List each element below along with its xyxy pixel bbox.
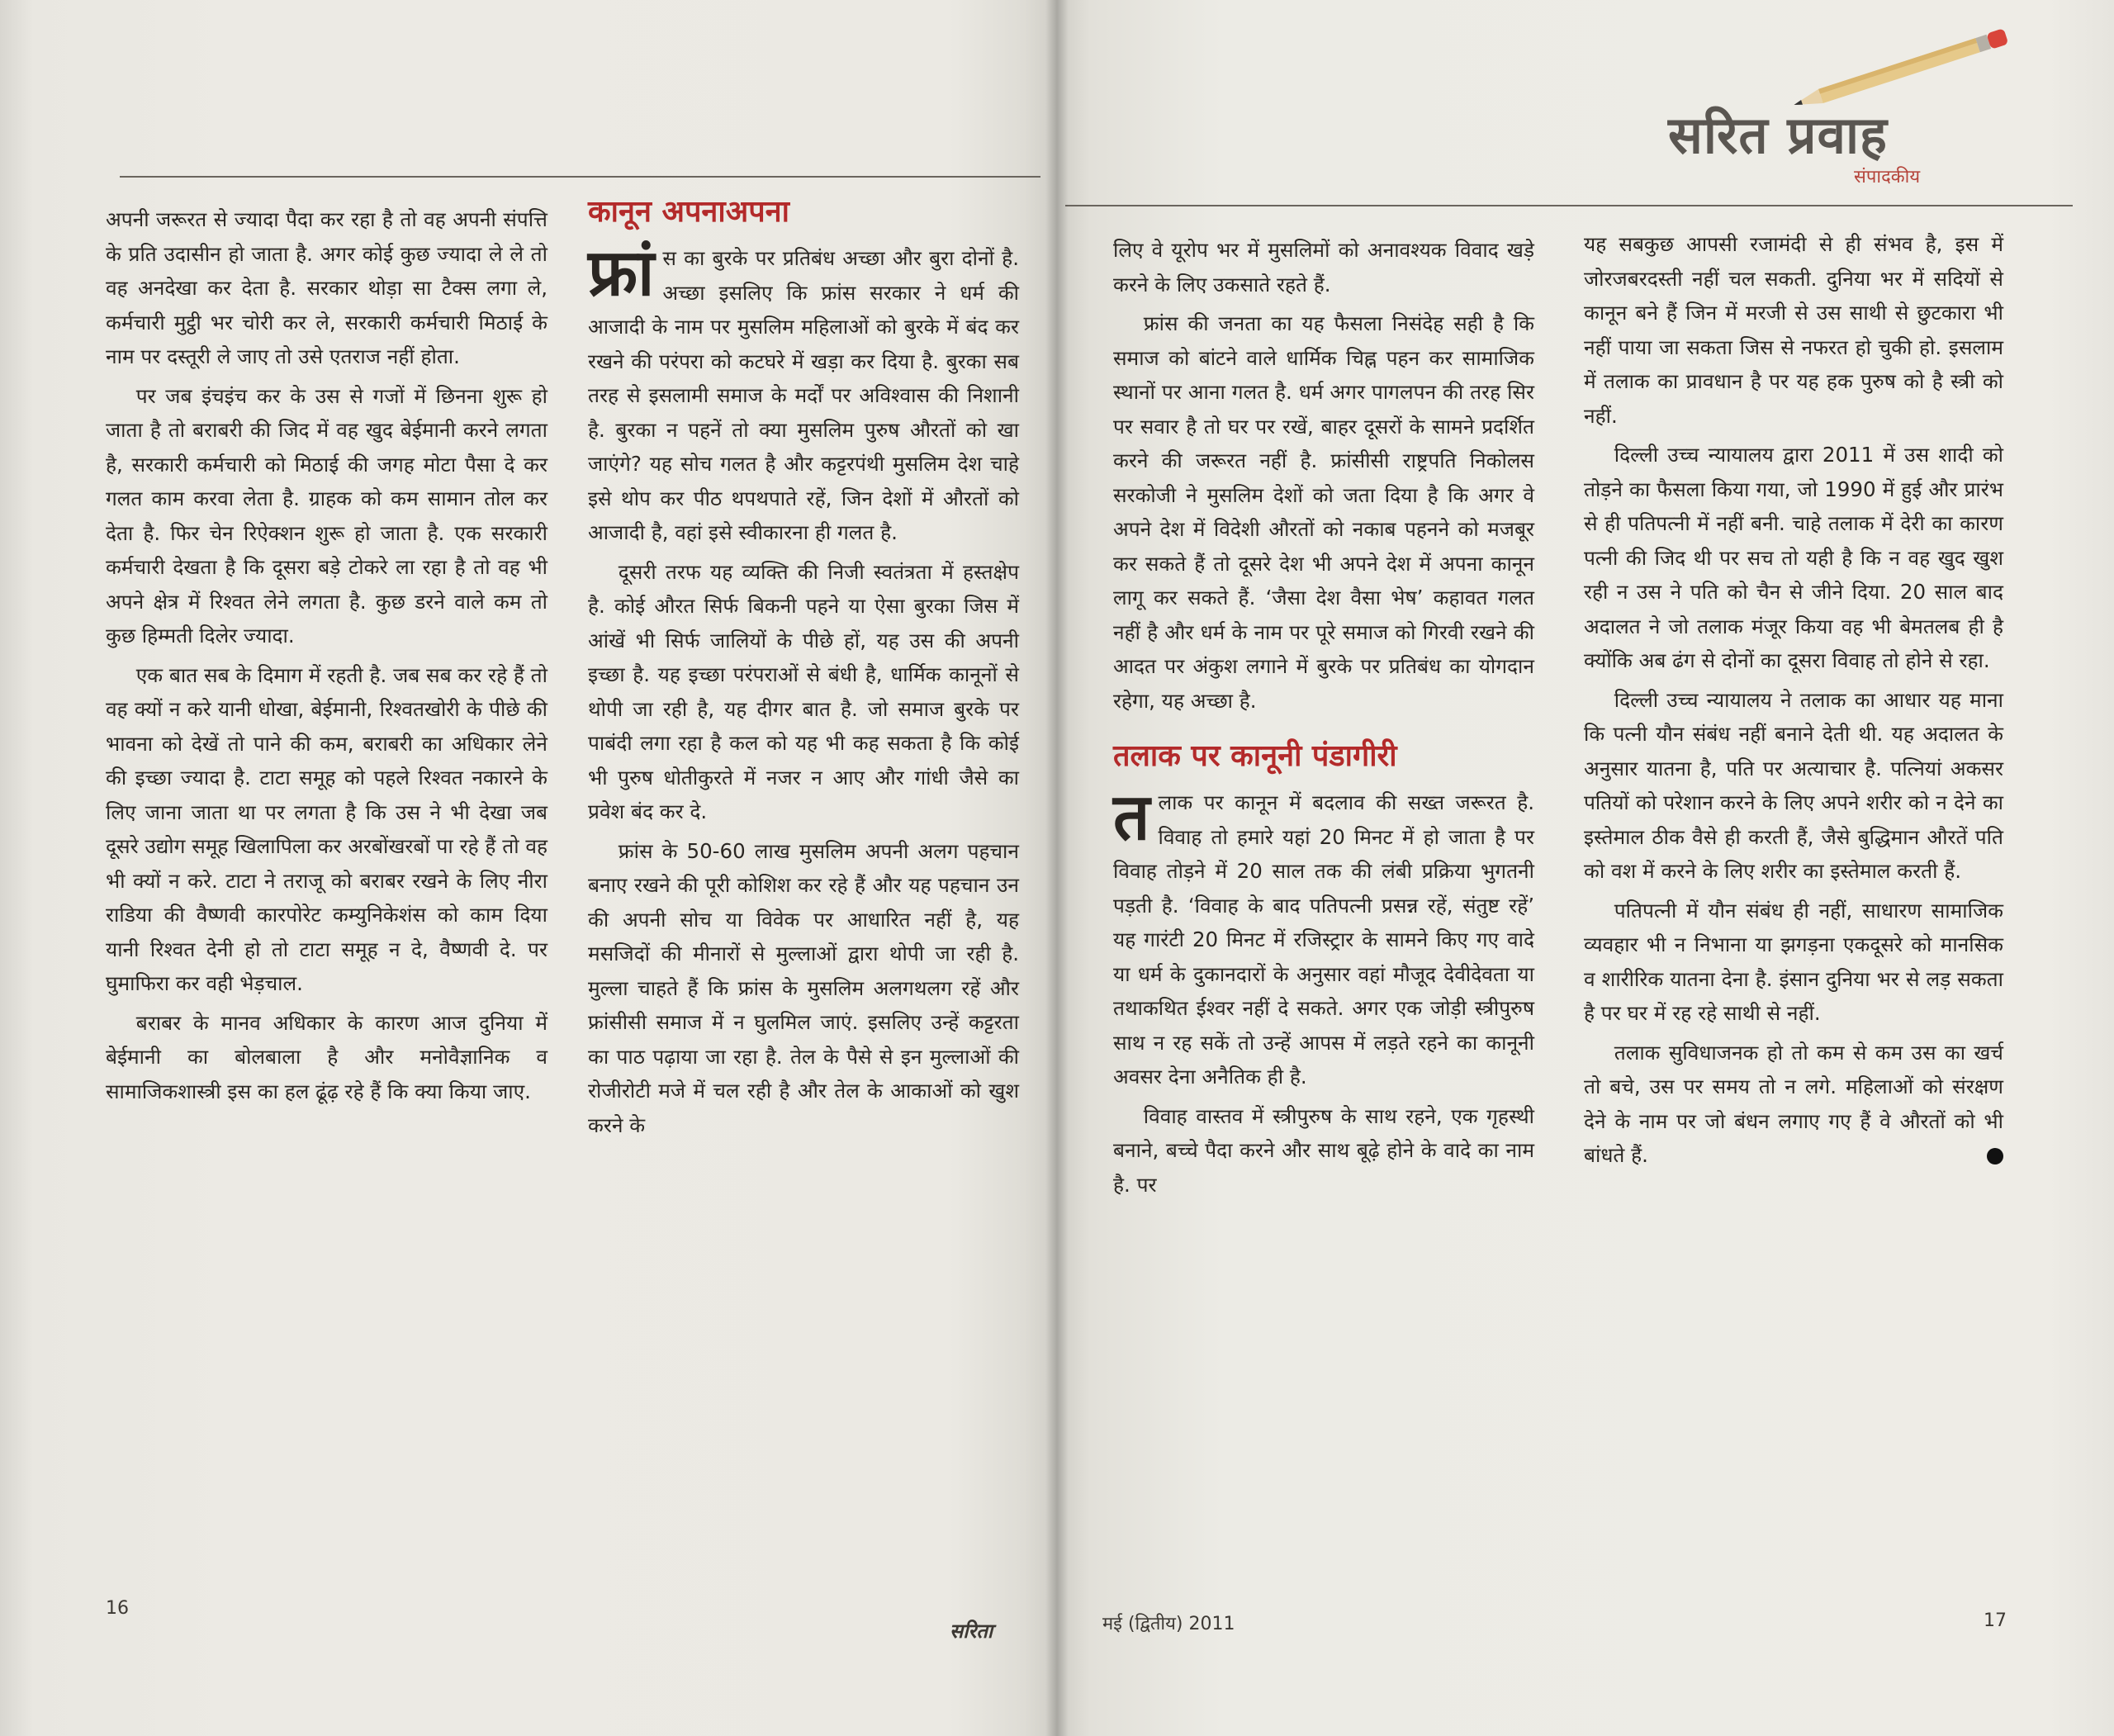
paragraph: बराबर के मानव अधिकार के कारण आज दुनिया में बेईमानी का बोलबाला है और मनोवैज्ञानिक व सामाजिकशास्त्री इस का हल ढूंढ़ रहे हैं कि क्या किया जाए.	[106, 1010, 547, 1103]
paragraph: पर जब इंचइंच कर के उस से गजों में छिनना शुरू हो जाता है तो बराबरी की जिद में वह खुद बेईमानी करने लगता है, सरकारी कर्मचारी को मिठाई की जगह मोटा पैसा दे कर गलत काम करवा लेता है. ग्राहक को कम सामान तोल कर देता है. फिर चेन रिऐक्शन शुरू हो जाता है. एक सरकारी कर्मचारी देखता है कि दूसरा बड़े टोकरे ला रहा है तो वह भी अपने क्षेत्र में रिश्वत लेने लगता है. कुछ डरने वाले कम तो कुछ हिम्मती दिलेर ज्यादा.	[106, 383, 547, 647]
paragraph: दिल्ली उच्च न्यायालय ने तलाक का आधार यह माना कि पत्नी यौन संबंध नहीं बनाने देती थी. यह अदालत के अनुसार यातना है, पति पर अत्याचार है. पत्नियां अकसर पतियों को परेशान करने के लिए अपने शरीर को न देने का इस्तेमाल ठीक वैसे ही करती हैं, जैसे बुद्धिमान औरतें पति को वश में करने के लिए शरीर का इस्तेमाल करती हैं.	[1584, 687, 2003, 883]
paragraph: एक बात सब के दिमाग में रहती है. जब सब कर रहे हैं तो वह क्यों न करे यानी धोखा, बेईमानी, रिश्वतखोरी के पीछे की भावना को देखें तो पाने की कम, बराबरी का अधिकार लेने की इच्छा ज्यादा है. टाटा समूह को पहले रिश्वत नकारने के लिए जाना जाता था पर लगता है कि उस ने भी देखा जब दूसरे उद्योग समूह खिलापिला कर अरबोंखरबों पा रहे हैं तो वह भी क्यों न करे. टाटा ने तराजू को बराबर रखने के लिए नीरा राडिया की वैष्णवी कारपोरेट कम्युनिकेशंस को काम दिया यानी रिश्वत देनी हो तो टाटा समूह न दे, वैष्णवी दे. पर घुमाफिरा कर वही भेड़चाल.	[106, 662, 547, 995]
footer-brand: सरिता	[950, 1619, 993, 1643]
column-1	[106, 202, 547, 1108]
page-number: 17	[1984, 1610, 2007, 1631]
column-4	[1584, 227, 2003, 1173]
paragraph: दिल्ली उच्च न्यायालय द्वारा 2011 में उस शादी को तोड़ने का फैसला किया गया, जो 1990 में हुई और प्रारंभ से ही पतिपत्नी में नहीं बनी. चाहे तलाक में देरी का कारण पत्नी की जिद थी पर सच तो यही है कि न वह खुद खुश रही न उस ने पति को चैन से जीने दिया. 20 साल बाद अदालत ने जो तलाक मंजूर किया वह भी बेमतलब ही है क्योंकि अब ढंग से दोनों का दूसरा विवाह तो होने से रहा.	[1584, 443, 2003, 672]
top-rule-left	[120, 176, 1040, 178]
footer-date: मई (द्वितीय) 2011	[1102, 1614, 1235, 1634]
top-rule-right	[1065, 205, 2073, 206]
paragraph-text: तलाक सुविधाजनक हो तो कम से कम उस का खर्च तो बचे, उस पर समय तो न लगे. महिलाओं को संरक्षण देने के नाम पर जो बंधन लगाए गए हैं वे औरतों को भी बांधते हैं.	[1584, 1040, 2003, 1167]
paragraph	[1584, 1036, 2003, 1173]
lead-paragraph	[1113, 780, 1534, 1094]
masthead-title: सरित प्रवाह	[1668, 105, 1888, 165]
drop-cap: फ्रां	[588, 236, 655, 311]
article-heading: कानून अपनाअपना	[588, 195, 789, 229]
masthead-subtitle: संपादकीय	[1854, 167, 1921, 187]
paragraph: अपनी जरूरत से ज्यादा पैदा कर रहा है तो वह अपनी संपत्ति के प्रति उदासीन हो जाता है. अगर कोई कुछ ज्यादा ले ले तो वह अनदेखा कर देता है. सरकार थोड़ा सा टैक्स लगा ले, कर्मचारी मुट्ठी भर चोरी कर ले, सरकारी कर्मचारी मिठाई के नाम पर दस्तूरी ले जाए तो उसे एतराज नहीं होता.	[106, 207, 547, 368]
page-number: 16	[106, 1598, 129, 1619]
article-heading: तलाक पर कानूनी पंडागीरी	[1113, 739, 1397, 773]
paragraph: फ्रांस की जनता का यह फैसला निसंदेह सही है कि समाज को बांटने वाले धार्मिक चिह्न पहन कर सामाजिक स्थानों पर आना गलत है. धर्म अगर पागलपन की तरह सिर पर सवार है तो घर पर रखें, बाहर दूसरों के सामने प्रदर्शित करने की जरूरत नहीं है. फ्रांसीसी राष्ट्रपति निकोलस सरकोजी ने मुसलिम देशों को जता दिया है कि अगर वे अपने देश में विदेशी औरतों को नकाब पहनने को मजबूर कर सकते हैं तो दूसरे देश भी अपने देश में अपना कानून लागू कर सकते हैं. ‘जैसा देश वैसा भेष’ कहावत गलत नहीं है और धर्म के नाम पर पूरे समाज को गिरवी रखने की आदत पर अंकुश लगाने में बुरके पर प्रतिबंध का योगदान रहेगा, यह अच्छा है.	[1113, 311, 1534, 713]
spine-shadow	[1045, 0, 1069, 1736]
paragraph: फ्रांस के 50-60 लाख मुसलिम अपनी अलग पहचान बनाए रखने की पूरी कोशिश कर रहे हैं और यह पहचान उन की अपनी सोच या विवेक पर आधारित नहीं है, यह मसजिदों की मीनारों से मुल्लाओं द्वारा थोपी जा रही है. मुल्ला चाहते हैं कि फ्रांस के मुसलिम अलगथलग रहें और फ्रांसीसी समाज में न घुलमिल जाएं. इसलिए उन्हें कट्टरता का पाठ पढ़ाया जा रहा है. तेल के पैसे से इन मुल्लाओं की रोजीरोटी मजे में चल रही है और तेल के आकाओं को खुश करने के	[588, 838, 1019, 1137]
lead-text: स का बुरके पर प्रतिबंध अच्छा और बुरा दोनों है. अच्छा इसलिए कि फ्रांस सरकार ने धर्म की आजादी के नाम पर मुसलिम महिलाओं को बुरके में बंद कर रखने की परंपरा को कटघरे में खड़ा कर दिया है. बुरका सब तरह से इसलामी समाज के मर्दों पर अविश्वास की निशानी है. बुरका न पहनें तो क्या मुसलिम पुरुष औरतों को खा जाएंगे? यह सोच गलत है और कट्टरपंथी मुसलिम देश चाहे इसे थोप कर पीठ थपथपाते रहें, जिन देशों में औरतों को आजादी है, वहां इसे स्वीकारना ही गलत है.	[588, 246, 1019, 544]
paragraph: विवाह वास्तव में स्त्रीपुरुष के साथ रहने, एक गृहस्थी बनाने, बच्चे पैदा करने और साथ बूढ़े होने के वादे का नाम है. पर	[1113, 1103, 1534, 1197]
bullet-dot-icon	[1987, 1148, 2003, 1164]
drop-cap: त	[1113, 780, 1150, 855]
paragraph: पतिपत्नी में यौन संबंध ही नहीं, साधारण सामाजिक व्यवहार भी न निभाना या झगड़ना एकदूसरे को मानसिक व शारीरिक यातना देना है. इंसान दुनिया भर से लड़ सकता है पर घर में रह रहे साथी से नहीं.	[1584, 898, 2003, 1025]
lead-text: लाक पर कानून में बदलाव की सख्त जरूरत है. विवाह तो हमारे यहां 20 मिनट में हो जाता है पर विवाह तोड़ने में 20 साल तक की लंबी प्रक्रिया भुगतनी पड़ती है. ‘विवाह के बाद पतिपत्नी प्रसन्न रहें, संतुष्ट रहें’ यह गारंटी 20 मिनट में रजिस्ट्रार के सामने किए गए वादे या धर्म के दुकानदारों के अनुसार वहां मौजूद देवीदेवता या तथाकथित ईश्वर नहीं दे सकते. अगर एक जोड़ी स्त्रीपुरुष साथ न रह सकें तो उन्हें आपस में लड़ते रहने का कानूनी अवसर देना अनैतिक ही है.	[1113, 790, 1534, 1089]
column-2	[588, 192, 1019, 1142]
paragraph: लिए वे यूरोप भर में मुसलिमों को अनावश्यक विवाद खड़े करने के लिए उकसाते रहते हैं.	[1113, 238, 1534, 296]
paragraph: यह सबकुछ आपसी रजामंदी से ही संभव है, इस में जोरजबरदस्ती नहीं चल सकती. दुनिया भर में सदियों से कानून बने हैं जिन में मरजी से उस साथी से छुटकारा भी नहीं पाया जा सकता जिस से नफरत हो चुकी हो. इसलाम में तलाक का प्रावधान है पर यह हक पुरुष को है स्त्री को नहीं.	[1584, 232, 2003, 428]
lead-paragraph	[588, 236, 1019, 550]
column-3	[1113, 233, 1534, 1202]
paragraph: दूसरी तरफ यह व्यक्ति की निजी स्वतंत्रता में हस्तक्षेप है. कोई औरत सिर्फ बिकनी पहने या ऐसा बुरका जिस में आंखें भी सिर्फ जालियों के पीछे हों, यह उस की अपनी इच्छा है. यह इच्छा परंपराओं से बंधी है, धार्मिक कानूनों से थोपी जा रही है, यह दीगर बात है. जो समाज बुरके पर पाबंदी लगा रहा है कल को यह भी कह सकता है कि कोई भी पुरुष धोतीकुरते में नजर न आए और गांधी जैसे का प्रवेश बंद कर दे.	[588, 559, 1019, 823]
